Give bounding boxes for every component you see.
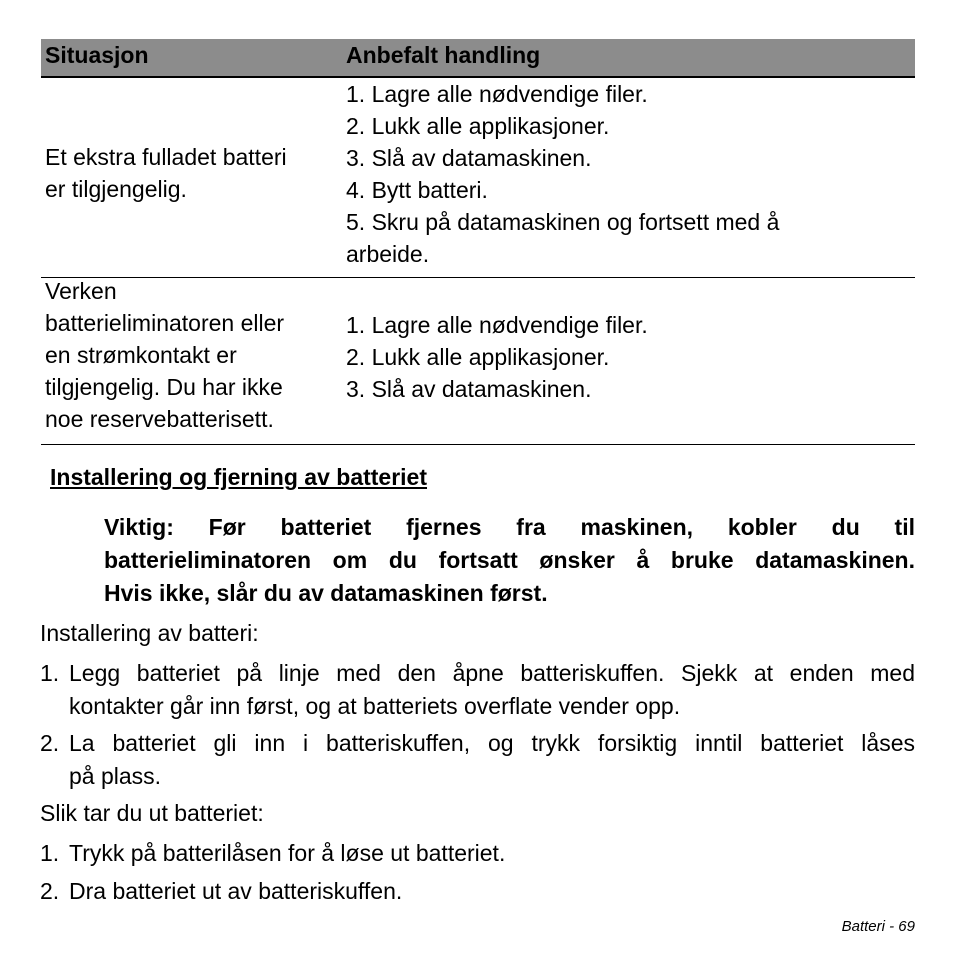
situation-line: noe reservebatterisett.: [45, 406, 274, 432]
action-line: arbeide.: [346, 241, 430, 267]
battery-situation-table: [41, 39, 915, 445]
list-text: [69, 657, 915, 723]
list-text: [69, 837, 915, 870]
situation-line: en strømkontakt er: [45, 342, 237, 368]
situation-cell: [45, 275, 335, 435]
action-line: 3. Slå av datamaskinen.: [346, 376, 592, 402]
situation-line: batterieliminatoren eller: [45, 310, 285, 336]
table-row: [41, 278, 915, 445]
situation-cell: [45, 141, 335, 205]
note-line: batterieliminatoren om du fortsatt ønsker å bruke datamaskinen.: [104, 547, 915, 573]
list-text: [69, 875, 915, 908]
list-line: Trykk på batterilåsen for å løse ut batteriet.: [69, 840, 506, 866]
action-line: 1. Lagre alle nødvendige filer.: [346, 312, 648, 338]
note-line: Viktig: Før batteriet fjernes fra maskinen, kobler du til: [104, 514, 915, 540]
list-line: kontakter går inn først, og at batteriets overflate vender opp.: [69, 693, 681, 719]
list-line: på plass.: [69, 763, 162, 789]
situation-line: Verken: [45, 278, 117, 304]
list-number: 2.: [40, 878, 60, 904]
action-line: 5. Skru på datamaskinen og fortsett med å: [346, 209, 780, 235]
action-line: 1. Lagre alle nødvendige filer.: [346, 81, 648, 107]
header-situation: Situasjon: [45, 42, 149, 68]
list-number: 1.: [40, 660, 60, 686]
list-line: La batteriet gli inn i batteriskuffen, og trykk forsiktig inntil batteriet låses: [69, 730, 915, 756]
list-line: Dra batteriet ut av batteriskuffen.: [69, 878, 403, 904]
action-line: 2. Lukk alle applikasjoner.: [346, 344, 610, 370]
list-number: 2.: [40, 730, 60, 756]
action-line: 4. Bytt batteri.: [346, 177, 488, 203]
action-line: 2. Lukk alle applikasjoner.: [346, 113, 610, 139]
section-heading: Installering og fjerning av batteriet: [50, 464, 428, 490]
situation-line: er tilgjengelig.: [45, 176, 187, 202]
situation-line: tilgjengelig. Du har ikke: [45, 374, 283, 400]
action-cell: [346, 78, 906, 270]
table-header: [41, 39, 915, 78]
header-recommended-action: Anbefalt handling: [346, 42, 541, 68]
install-intro: Installering av batteri:: [40, 620, 259, 646]
situation-line: Et ekstra fulladet batteri: [45, 144, 287, 170]
action-cell: [346, 309, 906, 405]
list-number: 1.: [40, 840, 60, 866]
list-text: [69, 727, 915, 793]
important-note: [104, 511, 915, 610]
page-footer: Batteri - 69: [841, 918, 915, 935]
list-line: Legg batteriet på linje med den åpne batteriskuffen. Sjekk at enden med: [69, 660, 915, 686]
remove-intro: Slik tar du ut batteriet:: [40, 800, 264, 826]
table-row: [41, 78, 915, 278]
note-line: Hvis ikke, slår du av datamaskinen først.: [104, 580, 548, 606]
action-line: 3. Slå av datamaskinen.: [346, 145, 592, 171]
